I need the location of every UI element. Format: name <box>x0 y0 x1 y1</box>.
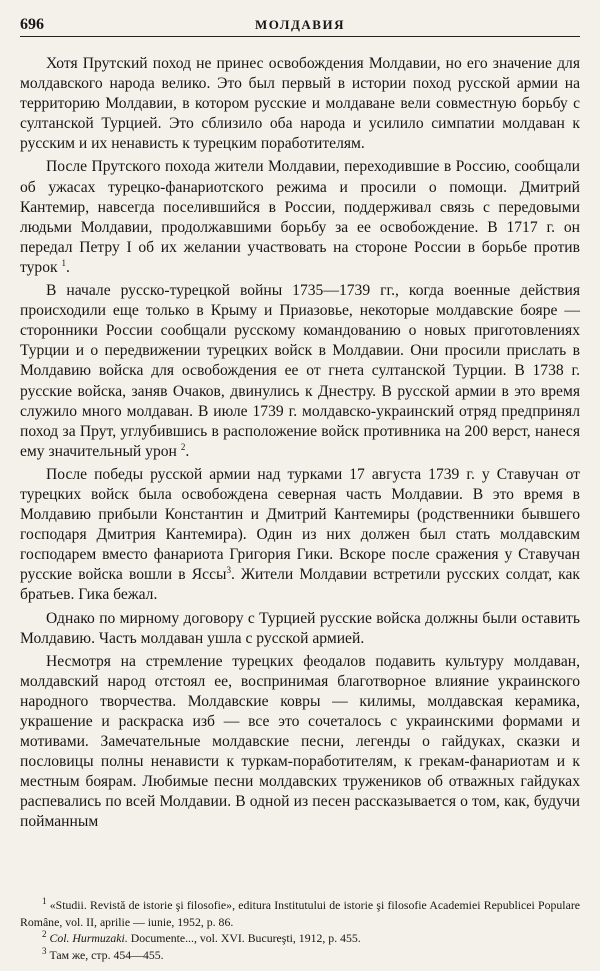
footnote-ref[interactable]: 2 <box>180 441 186 452</box>
footnote-ref[interactable]: 1 <box>61 257 66 268</box>
footnote-mark: 3 <box>42 945 47 956</box>
paragraph: Однако по мирному договору с Турцией русские войска должны были оставить Молдавию. Часть молдаван ушла с русской армией. <box>20 609 580 647</box>
footnote-mark: 1 <box>42 896 47 907</box>
footnote: $^2$ Col. Hurmuzaki. Documente..., vol. XVI. Bucureşti, 1912, p. 455. <box>42 929 361 945</box>
footnote-ref[interactable]: 3 <box>226 565 231 576</box>
page-number: 696 <box>20 16 44 33</box>
running-title: МОЛДАВИЯ <box>255 17 345 32</box>
paragraph: После Прутского похода жители Молдавии, переходившие в Россию, сообщали об ужасах турецко-фанариотского режима и просили о помощи. Дмитрий Кантемир, навсегда поселившийся в России, поддерживал связь с передовыми людьми Молдавии, продолжавшими борьбу за ее освобождение. В 1717 г. он передал Петру I об их желании участвовать на стороне России в борьбе против турок $^1$. <box>20 158 580 276</box>
footnote: $^3$ Там же, стр. 454—455. <box>42 945 164 962</box>
footnote: $^1$ «Studii. Revistă de istorie şi filosofie», editura Institutului de istorie şi filosofie Academiei Republicei Populare Române, vol. II, aprilie — iunie, 1952, p. 86. <box>20 896 580 929</box>
footnote-mark: 2 <box>42 929 47 940</box>
paragraph: В начале русско-турецкой войны 1735—1739 гг., когда военные действия происходили еще только в Крыму и Приазовье, некоторые молдавские бояре — сторонники России сообщали русскому командованию о новых приготовлениях Турции и о передвижении турецких войск в Молдавии. Они просили прислать в Молдавию войска для освобождения ее от гнета султанской Турции. В 1738 г. русские войска, заняв Очаков, двинулись к Днестру. В русской армии в это время служило много молдаван. В июле 1739 г. молдавско-украинский отряд предпринял поход за Прут, углубившись в расположение войск противника на 200 верст, нанеся ему значительный урон $^2$. <box>20 282 580 460</box>
footnotes <box>20 897 580 963</box>
paragraph: Несмотря на стремление турецких феодалов подавить культуру молдаван, молдавский народ отстоял ее, воспринимая благотворное влияние украинского народного творчества. Молдавские ковры — килимы, молдавская керамика, украшение и раскраска изб — все это сочеталось с украинскими формами и мотивами. Замечательные молдавские песни, легенды о гайдуках, сказки и пословицы полны ненависти к туркам-поработителям, к грекам-фанариотам и к местным боярам. Любимые песни молдавских тружеников об отважных гайдуках распевались по всей Молдавии. В одной из песен рассказывается о том, как, будучи пойманным <box>20 652 580 831</box>
paragraph: Хотя Прутский поход не принес освобождения Молдавии, но его значение для молдавского народа велико. Это был первый в истории поход русской армии на территорию Молдавии, в котором русские и молдаване вели совместную борьбу с султанской Турцией. Это сблизило оба народа и усилило симпатии молдаван к русским и их ненависть к турецким поработителям. <box>20 55 580 153</box>
main-text <box>20 54 580 836</box>
page-header <box>20 14 580 37</box>
paragraph: После победы русской армии над турками 17 августа 1739 г. у Ставучан от турецких войск была освобождена северная часть Молдавии. В это время в Молдавию прибыли Константин и Дмитрий Кантемиры (родственники бывшего господаря Дмитрия Кантемира). Один из них должен был стать молдавским господарем вместо фанариота Григория Гики. Вскоре после сражения у Ставучан русские войска вошли в Яссы$^3$. Жители Молдавии встретили русских солдат, как братьев. Гика бежал. <box>20 465 580 604</box>
